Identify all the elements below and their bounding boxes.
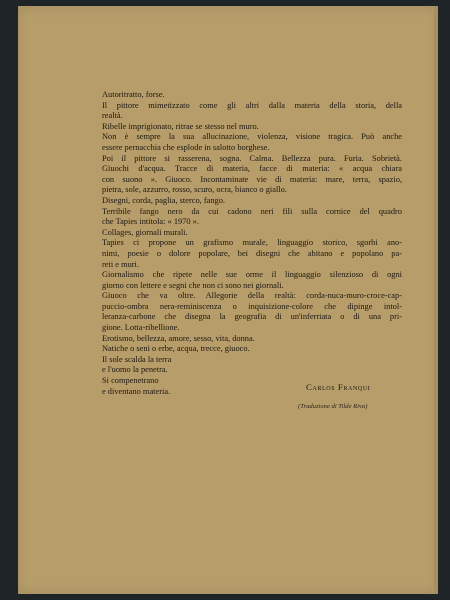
text-line: nimi, poesie o dolore popolare, bei disegni che abitano e popolano pa- xyxy=(102,248,402,258)
text-line: e l'uomo la penetra. xyxy=(102,365,168,375)
text-line: realtà. xyxy=(102,111,123,121)
text-line: gione. Lotta-ribellione. xyxy=(102,323,180,333)
text-line: Erotismo, bellezza, amore, sesso, vita, donna. xyxy=(102,333,255,343)
page-edge xyxy=(434,6,438,594)
text-line: Giuoco che va oltre. Allegorie della realtà: corda-nuca-muro-croce-cap- xyxy=(102,291,402,301)
text-line: Disegni, corda, paglia, sterco, fango. xyxy=(102,195,226,205)
text-line: pietra, sole, azzurro, rosso, scuro, ocra, bianco o giallo. xyxy=(102,185,287,195)
text-line: Collages, giornali murali. xyxy=(102,227,188,237)
text-line: essere pernacchia che esplode in salotto borghese. xyxy=(102,142,270,152)
text-line: Autoritratto, forse. xyxy=(102,90,165,99)
body-text xyxy=(102,90,402,397)
text-line: puccio-ombra nera-reminiscenza o inquisizione-colore che dipinge intol- xyxy=(102,301,402,311)
text-line: con suono ». Giuoco. Incontaminate vie di materia: mare, terra, spazio, xyxy=(102,174,402,184)
text-line: Terribile fango nero da cui cadono neri fili sulla cornice del quadro xyxy=(102,206,402,216)
text-line: Ribelle imprigionato, ritrae se stesso nel muro. xyxy=(102,121,259,131)
text-line: Giornalismo che ripete nelle sue orme il linguaggio silenzioso di ogni xyxy=(102,270,402,280)
text-line: Poi il pittore si rasserena, sogna. Calma. Bellezza pura. Furia. Sobrietà. xyxy=(102,153,402,163)
text-line: che Tapies intitola: « 1970 ». xyxy=(102,217,199,227)
text-line: Natiche o seni o erbe, acqua, trecce, giuoco. xyxy=(102,344,250,354)
text-line: Giuochi d'acqua. Tracce di materia, facce di materia: « acqua chiara xyxy=(102,164,402,174)
text-line: reti e muri. xyxy=(102,259,139,269)
text-line: leranza-carbone che disegna la geografia di un'inferriata o di una pri- xyxy=(102,312,402,322)
book-page xyxy=(18,6,438,594)
text-line: Si compenetrano xyxy=(102,376,159,386)
text-line: e diventano materia. xyxy=(102,386,171,396)
text-line: Tapies ci propone un grafismo murale, linguaggio storico, sgorbi ano- xyxy=(102,238,402,248)
text-line: giorno con lettere e segni che non ci sono nei giornali. xyxy=(102,280,284,290)
text-line: Il pittore mimetizzato come gli altri dalla materia della storia, della xyxy=(102,100,402,110)
author-signature: Carlos Franqui xyxy=(306,382,371,392)
text-line: Non è sempre la sua allucinazione, violenza, visione tragica. Può anche xyxy=(102,132,402,142)
text-line: Il sole scalda la terra xyxy=(102,354,172,364)
translation-credit: (Traduzione di Tilde Riva) xyxy=(298,403,368,410)
